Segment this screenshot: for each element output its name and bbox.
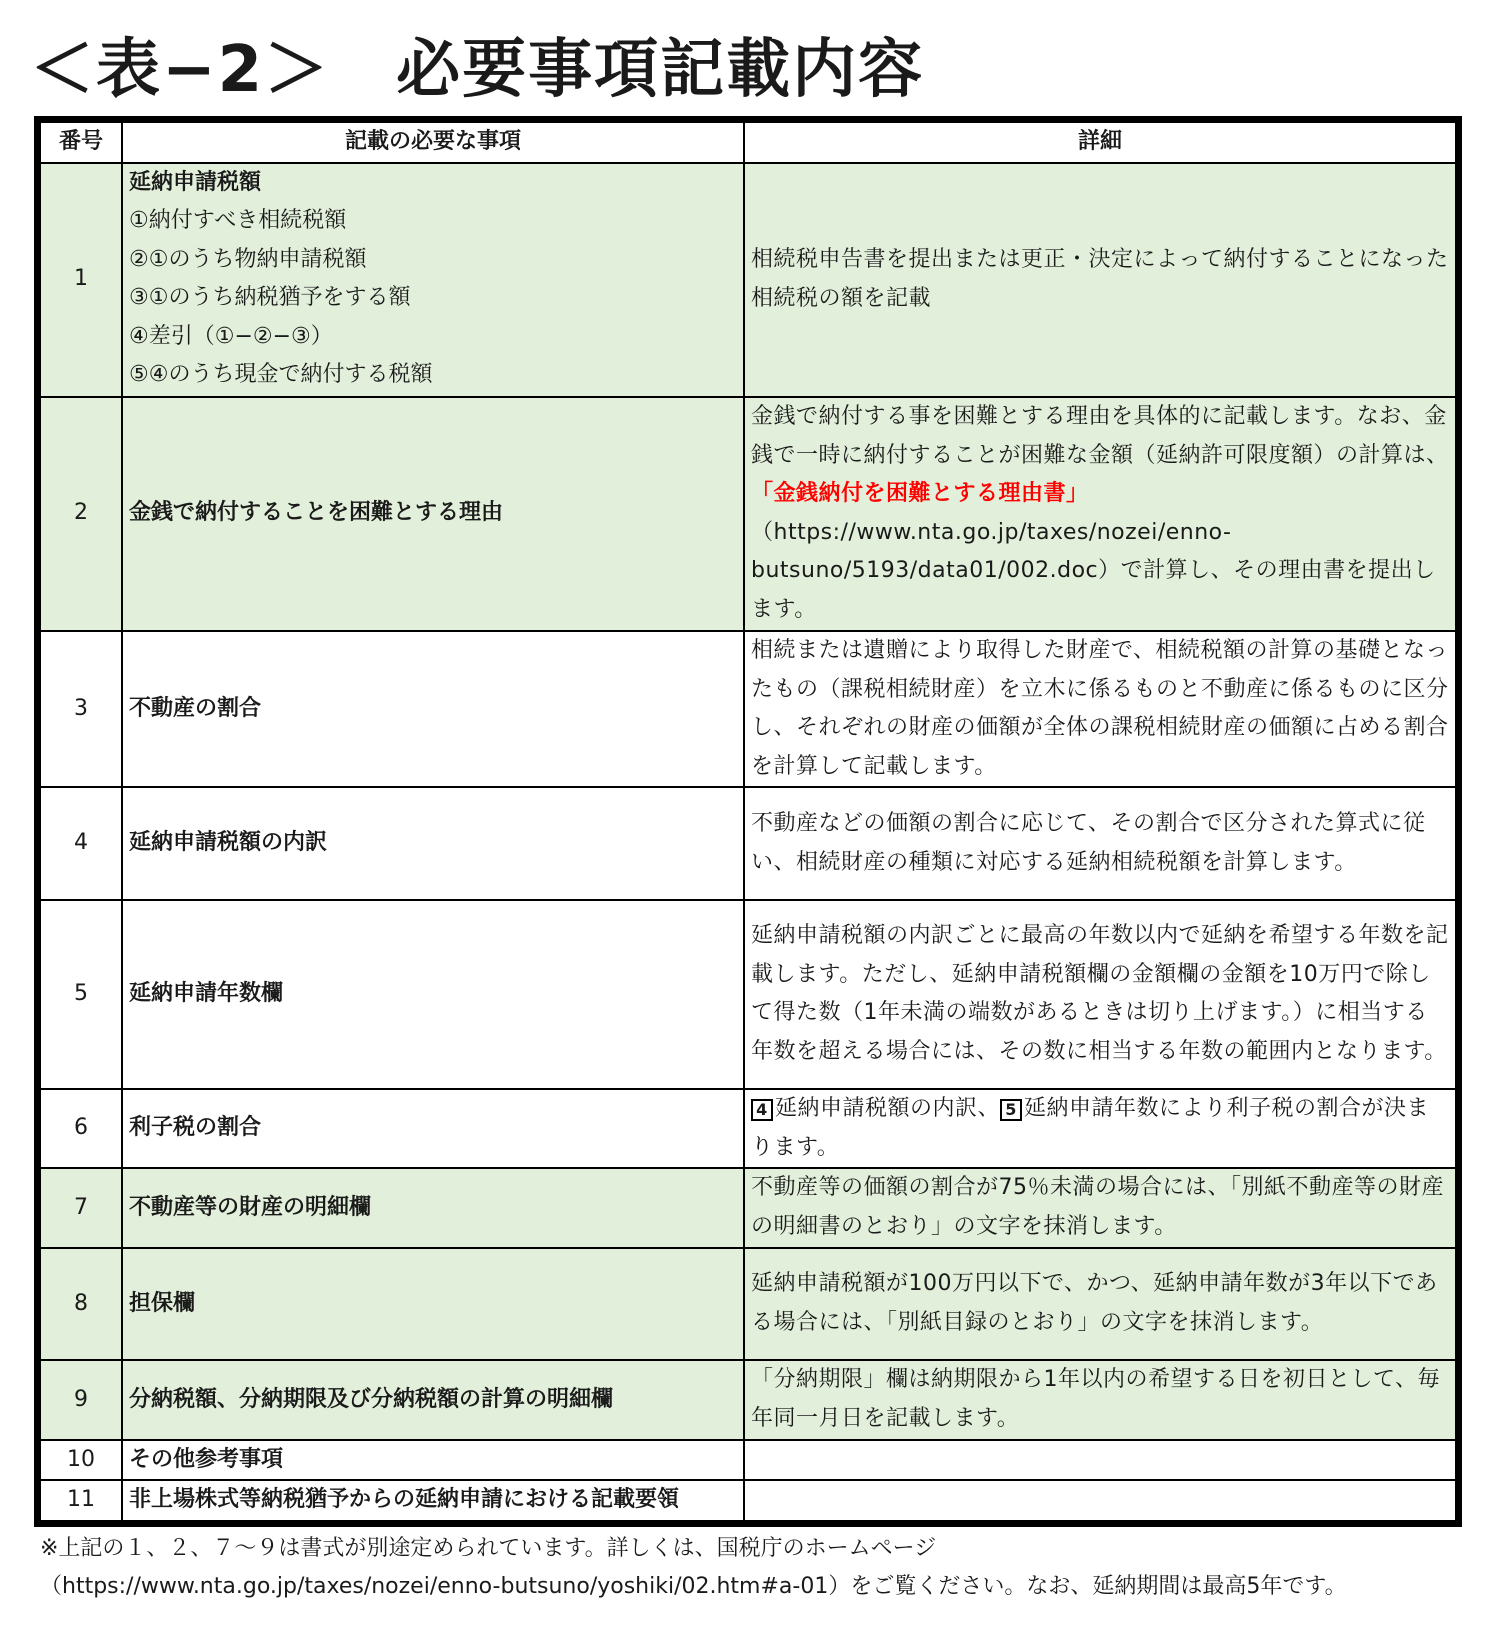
row-number: 2 [40,397,122,631]
footnote-link-line: （https://www.nta.go.jp/taxes/nozei/enno-butsuno/yoshiki/02.htm#a-01）をご覧ください。なお、延納期間は最高5年です。 [40,1574,1347,1599]
row-item: 延納申請税額の内訳 [122,787,744,900]
header-num: 番号 [40,122,122,163]
table-row [40,1480,1456,1521]
header-item: 記載の必要な事項 [122,122,744,163]
table-row [40,1360,1456,1439]
boxed-number-icon: 4 [751,1099,773,1121]
row-detail [744,1089,1456,1168]
row-item: 金銭で納付することを困難とする理由 [122,397,744,631]
row-item [122,163,744,397]
row-subitem: ①納付すべき相続税額 [129,208,347,233]
detail-text: 金銭で納付する事を困難とする理由を具体的に記載します。なお、金銭で一時に納付することが困難な金額（延納許可限度額）の計算は、 [751,404,1449,468]
row-subitem: ②①のうち物納申請税額 [129,246,367,272]
row-number: 10 [40,1440,122,1481]
table-row [40,631,1456,788]
boxed-number-icon: 5 [1000,1099,1022,1121]
detail-link-text: （https://www.nta.go.jp/taxes/nozei/enno-butsuno/5193/data01/002.doc）で計算し、その理由書を提出します。 [751,519,1436,622]
detail-text: 延納申請税額の内訳、 [775,1096,1001,1122]
table-header-row [40,122,1456,163]
row-item: 分納税額、分納期限及び分納税額の計算の明細欄 [122,1360,744,1439]
row-number: 6 [40,1089,122,1168]
table-row [40,163,1456,397]
row-item: 利子税の割合 [122,1089,744,1168]
table-row [40,1168,1456,1247]
row-item: 不動産等の財産の明細欄 [122,1168,744,1247]
row-number: 3 [40,631,122,788]
row-item: 延納申請年数欄 [122,900,744,1089]
row-number: 5 [40,900,122,1089]
row-detail: 不動産などの価額の割合に応じて、その割合で区分された算式に従い、相続財産の種類に対応する延納相続税額を計算します。 [744,787,1456,900]
row-detail: 延納申請税額の内訳ごとに最高の年数以内で延納を希望する年数を記載します。ただし、延納申請税額欄の金額欄の金額を10万円で除して得た数（1年未満の端数があるときは切り上げます。）に相当する年数を超える場合には、その数に相当する年数の範囲内となります。 [744,900,1456,1089]
row-detail: 延納申請税額が100万円以下で、かつ、延納申請年数が3年以下である場合には、「別紙目録のとおり」の文字を抹消します。 [744,1248,1456,1361]
table-row [40,900,1456,1089]
row-detail: 不動産等の価額の割合が75％未満の場合には、「別紙不動産等の財産の明細書のとおり」の文字を抹消します。 [744,1168,1456,1247]
row-number: 8 [40,1248,122,1361]
footnote-line: ※上記の１、２、７〜９は書式が別途定められています。詳しくは、国税庁のホームページ [40,1536,937,1561]
footnote [40,1530,1347,1606]
row-item: その他参考事項 [122,1440,744,1481]
row-number: 11 [40,1480,122,1521]
page-title: ＜表−2＞ 必要事項記載内容 [30,33,925,107]
row-item: 非上場株式等納税猶予からの延納申請における記載要領 [122,1480,744,1521]
row-number: 1 [40,163,122,397]
header-detail: 詳細 [744,122,1456,163]
row-detail [744,397,1456,631]
row-detail [744,1440,1456,1481]
row-subitem: ③①のうち納税猶予をする額 [129,285,411,310]
row-item-title: 延納申請税額 [129,169,262,195]
row-item: 不動産の割合 [122,631,744,788]
requirements-table [39,121,1457,1522]
row-detail: 「分納期限」欄は納期限から1年以内の希望する日を初日として、毎年同一月日を記載します。 [744,1360,1456,1439]
table-row [40,1440,1456,1481]
table-row [40,1089,1456,1168]
table-row [40,1248,1456,1361]
row-detail [744,1480,1456,1521]
row-detail: 相続税申告書を提出または更正・決定によって納付することになった相続税の額を記載 [744,163,1456,397]
row-number: 4 [40,787,122,900]
row-item: 担保欄 [122,1248,744,1361]
table-row [40,397,1456,631]
table-row [40,787,1456,900]
highlighted-form-name: 「金銭納付を困難とする理由書」 [751,481,1089,507]
row-subitem: ④差引（①−②−③） [129,323,333,349]
row-subitem: ⑤④のうち現金で納付する税額 [129,362,433,387]
row-detail: 相続または遺贈により取得した財産で、相続税額の計算の基礎となったもの（課税相続財産）を立木に係るものと不動産に係るものに区分し、それぞれの財産の価額が全体の課税相続財産の価額に占める割合を計算して記載します。 [744,631,1456,788]
detail-text: 延納申請年数により利子税の割合が決まります。 [751,1096,1430,1160]
requirements-table-frame [34,116,1462,1527]
row-number: 9 [40,1360,122,1439]
row-number: 7 [40,1168,122,1247]
